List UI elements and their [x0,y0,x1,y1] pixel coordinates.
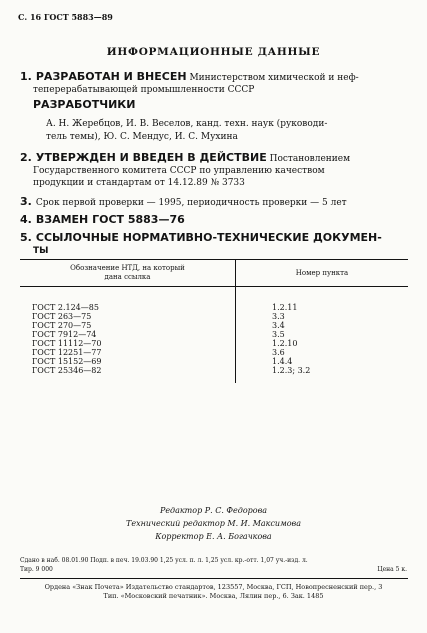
section-4 [20,214,185,227]
section-1 [20,71,359,84]
editor-line: Редактор Р. С. Федорова [159,506,268,515]
section-text: Министерством химической и неф- [189,73,359,83]
section-3 [20,196,347,209]
section-lead: ВЗАМЕН ГОСТ 5883—76 [35,213,185,226]
table-row [20,357,408,366]
section-2-continuation-1: Государственного комитета СССР по управлению качеством [33,166,325,176]
cell-document: ГОСТ 263—75 [20,312,236,321]
section-number: 4. [20,213,32,226]
cell-clause: 1.2.10 [272,339,298,348]
section-1-continuation: теперерабатывающей промышленности СССР [33,85,255,95]
developers-line-2: тель темы), Ю. С. Мендус, И. С. Мухина [46,132,238,142]
printer-line: Тип. «Московский печатник». Москва, Лялин пер., 6. Зак. 1485 [103,592,324,600]
column-header-clause: Номер пункта [236,260,409,287]
section-lead: УТВЕРЖДЕН И ВВЕДЕН В ДЕЙСТВИЕ [35,151,267,164]
section-5-continuation: ТЫ [33,246,49,256]
publisher-line: Ордена «Знак Почета» Издательство стандартов, 123557, Москва, ГСП, Новопресненский пер., 3 [44,583,383,591]
cell-clause: 1.2.3; 3.2 [272,366,311,375]
technical-editor-line: Технический редактор М. И. Максимова [126,519,301,528]
cell-clause: 1.4.4 [272,357,293,366]
cell-document: ГОСТ 12251—77 [20,348,236,357]
cell-clause: 3.5 [272,330,285,339]
cell-document: ГОСТ 270—75 [20,321,236,330]
table-row [20,312,408,321]
section-2 [20,152,350,165]
corrector-line: Корректор Е. А. Богачкова [155,532,272,541]
cell-clause: 3.6 [272,348,285,357]
imprint-divider [20,578,408,579]
reference-table [20,259,408,383]
section-text: Срок первой проверки — 1995, периодичность проверки — 5 лет [35,198,347,208]
section-number: 2. [20,151,32,164]
table-row [20,321,408,330]
section-2-continuation-2: продукции и стандартам от 14.12.89 № 3733 [33,178,245,188]
table-row [20,339,408,348]
section-text: Постановлением [269,154,351,164]
developers-line-1: А. Н. Жеребцов, И. В. Веселов, канд. техн. наук (руководи- [46,119,328,129]
section-number: 3. [20,195,32,208]
table-header-row [20,260,408,287]
developers-heading: РАЗРАБОТЧИКИ [33,98,136,111]
table-row [20,366,408,383]
section-number: 5. [20,231,32,244]
cell-clause: 1.2.11 [272,303,298,312]
cell-clause: 3.4 [272,321,285,330]
imprint-price: Цена 5 к. [377,566,407,573]
table-row [20,348,408,357]
cell-document: ГОСТ 2.124—85 [20,287,236,313]
cell-document: ГОСТ 11112—70 [20,339,236,348]
cell-document: ГОСТ 7912—74 [20,330,236,339]
imprint-line-1: Сдано в наб. 08.01.90 Подп. в печ. 19.03.90 1,25 усл. п. л. 1,25 усл. кр.-отт. 1,07 уч.-изд. л. [20,557,308,564]
section-number: 1. [20,70,32,83]
table-row [20,330,408,339]
section-lead: ССЫЛОЧНЫЕ НОРМАТИВНО-ТЕХНИЧЕСКИЕ ДОКУМЕН- [35,231,382,244]
page-header: С. 16 ГОСТ 5883—89 [18,12,113,22]
table-row [20,287,408,313]
section-lead: РАЗРАБОТАН И ВНЕСЕН [35,70,187,83]
cell-clause: 3.3 [272,312,285,321]
cell-document: ГОСТ 25346—82 [20,366,236,383]
imprint-circulation: Тир. 9 000 [20,566,53,573]
column-header-document: Обозначение НТД, на который дана ссылка [20,260,236,287]
section-5 [20,232,382,245]
page-title: ИНФОРМАЦИОННЫЕ ДАННЫЕ [106,46,321,58]
cell-document: ГОСТ 15152—69 [20,357,236,366]
